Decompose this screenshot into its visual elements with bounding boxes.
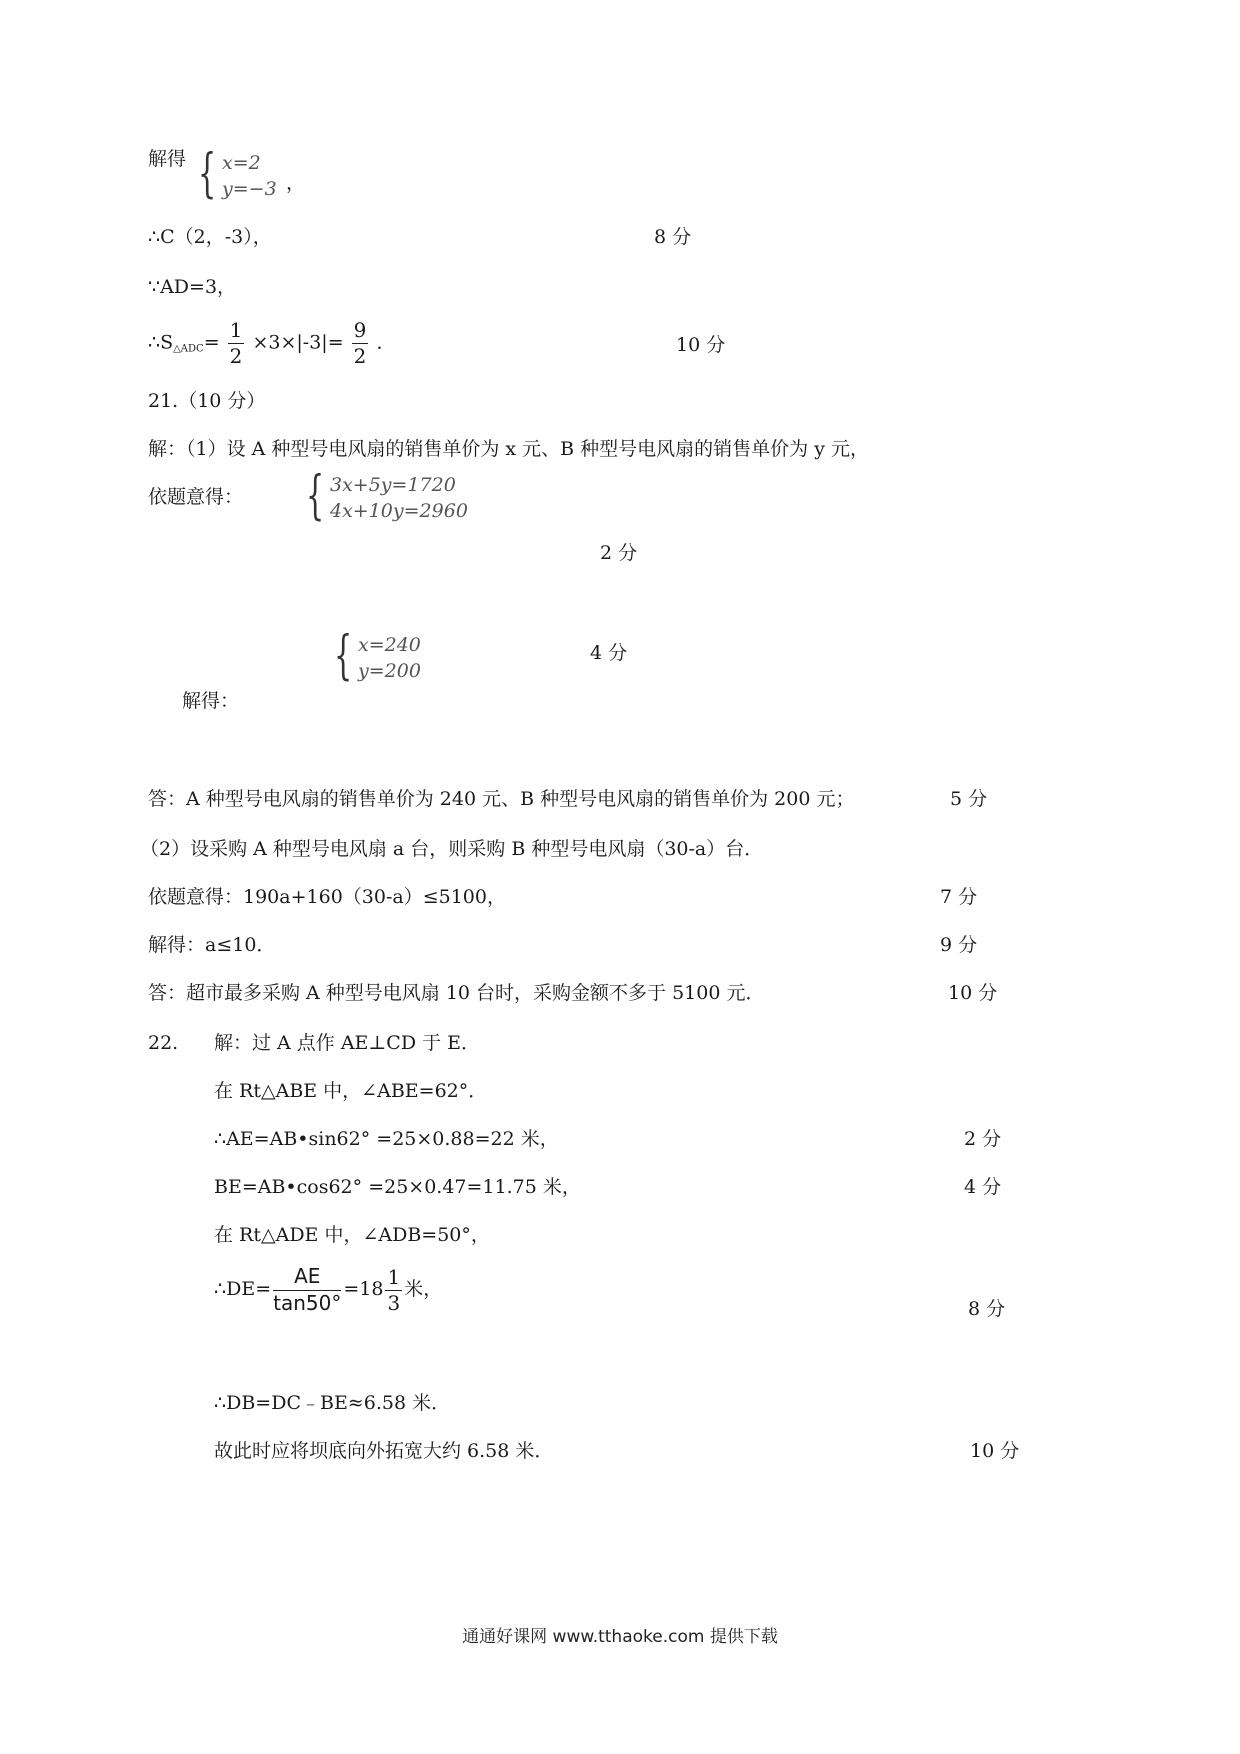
equation-system — [330, 472, 468, 524]
score-label: 8 分 — [654, 226, 692, 248]
score-label: 10 分 — [948, 982, 998, 1004]
footer-credit: 通通好课网 www.tthaoke.com 提供下载 — [462, 1627, 778, 1647]
score-label: 4 分 — [590, 642, 628, 664]
fraction — [385, 1264, 402, 1315]
score-label: 8 分 — [968, 1298, 1006, 1320]
formula-part: ×3×|-3|= — [252, 331, 344, 354]
fraction — [273, 1266, 341, 1314]
subscript: △ADC — [173, 343, 204, 355]
denominator: 2 — [229, 344, 243, 368]
denominator: tan50° — [273, 1291, 342, 1315]
fraction — [352, 320, 369, 367]
fraction — [228, 320, 245, 367]
equation: y=−3 — [222, 178, 277, 200]
equation: x=240 — [358, 634, 421, 656]
text-line: ∴AE=AB•sin62° =25×0.88=22 米， — [214, 1128, 559, 1150]
text-line: ∴C（2，-3）， — [148, 226, 272, 248]
system-brace: { — [334, 626, 353, 686]
text-line: 解：（1）设 A 种型号电风扇的销售单价为 x 元、B 种型号电风扇的销售单价为 y 元， — [148, 438, 870, 460]
score-label: 2 分 — [964, 1128, 1002, 1150]
formula-part: ． — [376, 331, 396, 354]
solution-label: 解得 — [148, 148, 187, 170]
equation: 4x+10y=2960 — [330, 500, 468, 522]
denominator: 2 — [353, 344, 367, 368]
equation: 3x+5y=1720 — [330, 474, 456, 496]
system-brace: { — [306, 466, 325, 526]
formula-part: 米， — [404, 1278, 443, 1300]
solution-label: 解得： — [182, 690, 240, 712]
answer-line: 答：A 种型号电风扇的销售单价为 240 元、B 种型号电风扇的销售单价为 200 元； — [148, 788, 855, 810]
score-label: 5 分 — [950, 788, 988, 810]
formula-part: = — [203, 331, 220, 354]
text-line: 在 Rt△ABE 中，∠ABE=62°． — [214, 1080, 488, 1102]
formula-part: ∴DE= — [214, 1278, 272, 1300]
question-number: 22. — [148, 1032, 179, 1054]
numerator: 1 — [387, 1264, 401, 1289]
text-line: 在 Rt△ADE 中，∠ADB=50°， — [214, 1224, 490, 1246]
text-line: 解：过 A 点作 AE⊥CD 于 E． — [214, 1032, 481, 1054]
punctuation: ， — [286, 172, 306, 194]
text-line: ∴DB=DC﹣BE≈6.58 米． — [214, 1392, 451, 1414]
conclusion-line: 故此时应将坝底向外拓宽大约 6.58 米． — [214, 1440, 554, 1462]
text-line: 依题意得： — [148, 486, 244, 508]
score-label: 9 分 — [940, 934, 978, 956]
score-label: 4 分 — [964, 1176, 1002, 1198]
denominator: 3 — [387, 1290, 401, 1315]
answer-line: 答：超市最多采购 A 种型号电风扇 10 台时，采购金额不多于 5100 元． — [148, 982, 765, 1004]
score-label: 10 分 — [970, 1440, 1020, 1462]
de-formula — [214, 1266, 442, 1314]
numerator: 9 — [353, 318, 367, 342]
equation-system — [222, 150, 277, 202]
text-line: 依题意得：190a+160（30-a）≤5100， — [148, 886, 506, 908]
equation: y=200 — [358, 660, 421, 682]
score-label: 7 分 — [940, 886, 978, 908]
equation: x=2 — [222, 152, 261, 174]
numerator: AE — [273, 1266, 341, 1291]
formula-part: ∴S — [148, 331, 174, 354]
equation-system — [358, 632, 421, 684]
text-line: （2）设采购 A 种型号电风扇 a 台，则采购 B 种型号电风扇（30-a）台． — [140, 838, 764, 860]
numerator: 1 — [229, 318, 243, 342]
text-line: BE=AB•cos62° =25×0.47=11.75 米， — [214, 1176, 581, 1198]
text-line: ∵AD=3， — [148, 276, 237, 298]
question-number: 21.（10 分） — [148, 390, 266, 412]
formula-part: =18 — [343, 1278, 384, 1300]
score-label: 2 分 — [600, 542, 638, 564]
system-brace: { — [198, 144, 217, 204]
area-formula — [148, 320, 395, 367]
score-label: 10 分 — [676, 334, 726, 356]
text-line: 解得：a≤10． — [148, 934, 276, 956]
